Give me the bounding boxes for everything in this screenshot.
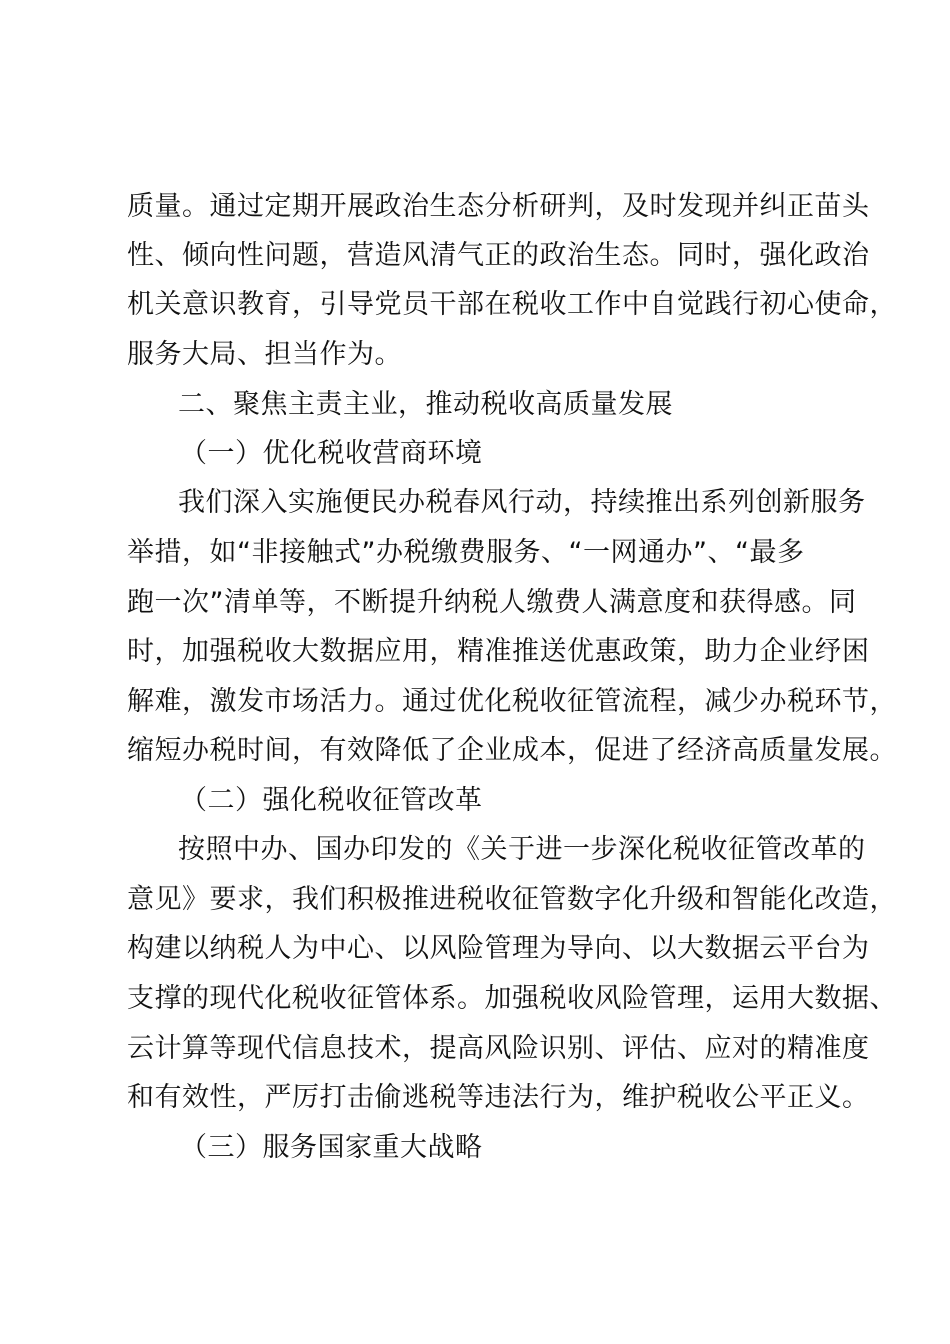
subsection-heading: （三）服务国家重大战略: [180, 1132, 483, 1163]
paragraph-line: 意见》要求，我们积极推进税收征管数字化升级和智能化改造，: [127, 884, 897, 915]
paragraph-line: 时，加强税收大数据应用，精准推送优惠政策，助力企业纾困: [127, 636, 870, 667]
paragraph-line: 跑一次”清单等，不断提升纳税人缴费人满意度和获得感。同: [127, 587, 857, 618]
paragraph-line: 举措，如“非接触式”办税缴费服务、“一网通办”、“最多: [127, 537, 805, 568]
paragraph-line: 按照中办、国办印发的《关于进一步深化税收征管改革的: [178, 834, 866, 865]
paragraph-line: 我们深入实施便民办税春风行动，持续推出系列创新服务: [178, 487, 866, 518]
paragraph-line: 性、倾向性问题，营造风清气正的政治生态。同时，强化政治: [127, 240, 870, 271]
paragraph-line: 解难，激发市场活力。通过优化税收征管流程，减少办税环节，: [127, 686, 897, 717]
paragraph-line: 质量。通过定期开展政治生态分析研判，及时发现并纠正苗头: [127, 191, 870, 222]
paragraph-line: 机关意识教育，引导党员干部在税收工作中自觉践行初心使命，: [127, 289, 897, 320]
section-heading: 二、聚焦主责主业，推动税收高质量发展: [178, 389, 673, 420]
paragraph-line: 支撑的现代化税收征管体系。加强税收风险管理，运用大数据、: [127, 983, 897, 1014]
paragraph-line: 和有效性，严厉打击偷逃税等违法行为，维护税收公平正义。: [127, 1082, 870, 1113]
paragraph-line: 缩短办税时间，有效降低了企业成本，促进了经济高质量发展。: [127, 735, 897, 766]
subsection-heading: （一）优化税收营商环境: [180, 438, 483, 469]
paragraph-line: 构建以纳税人为中心、以风险管理为导向、以大数据云平台为: [127, 933, 870, 964]
paragraph-line: 服务大局、担当作为。: [127, 339, 402, 370]
subsection-heading: （二）强化税收征管改革: [180, 785, 483, 816]
paragraph-line: 云计算等现代信息技术，提高风险识别、评估、应对的精准度: [127, 1033, 870, 1064]
